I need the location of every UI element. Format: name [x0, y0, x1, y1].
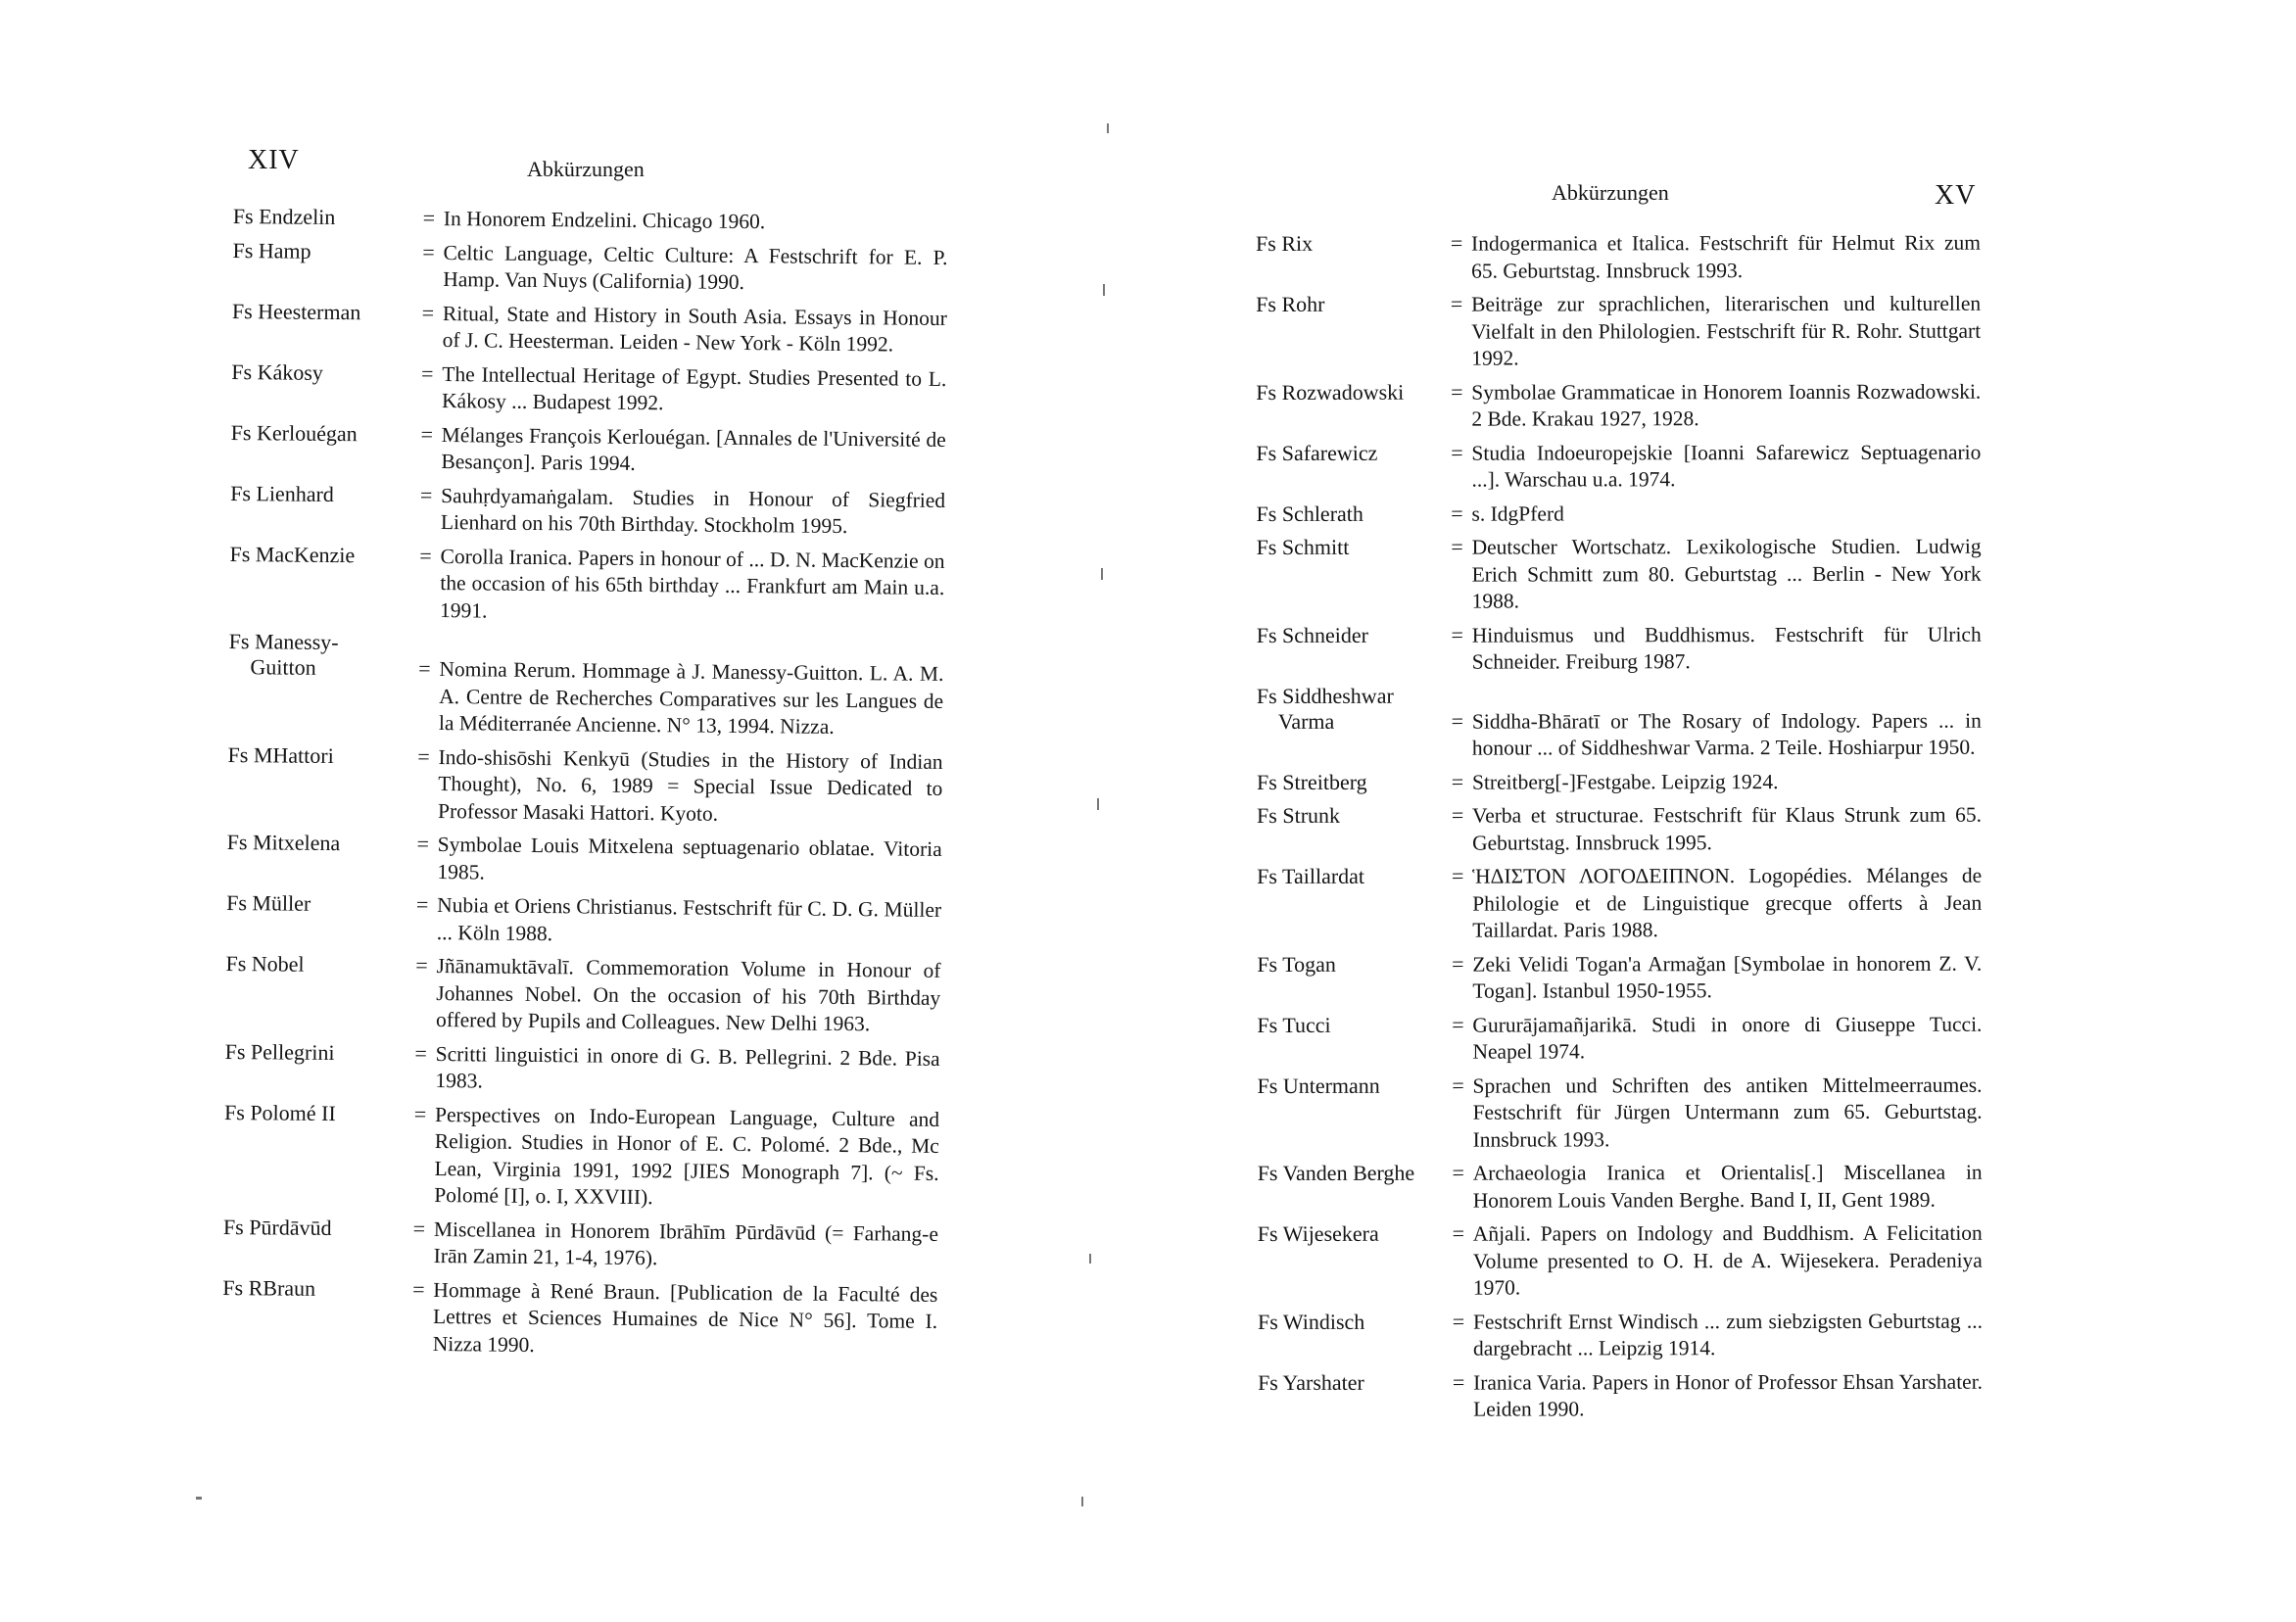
- abbreviation-entry: [1258, 1072, 1983, 1154]
- abbreviation-entry: [223, 1214, 938, 1274]
- entry-key: [1257, 683, 1443, 734]
- entry-key: Fs Kerlouégan: [230, 419, 358, 446]
- equals-sign: =: [1451, 708, 1464, 734]
- entry-key: Fs Müller: [226, 889, 311, 916]
- entry-key-line2: Guitton: [250, 654, 316, 680]
- entry-value: Añjali. Papers on Indology and Buddhism. A Felicitation Volume presented to O. H. de A. Wijesekera. Peradeniya 1970.: [1472, 1220, 1983, 1300]
- equals-sign: =: [1452, 951, 1464, 977]
- abbreviation-entry: [232, 298, 947, 358]
- entry-value: Hinduismus und Buddhismus. Festschrift für Ulrich Schneider. Freiburg 1987.: [1471, 622, 1982, 674]
- equals-sign: =: [1451, 622, 1463, 647]
- equals-sign: =: [1452, 1073, 1464, 1098]
- running-head: Abkürzungen: [1552, 180, 1669, 205]
- abbreviation-entry: [1258, 1308, 1983, 1362]
- equals-sign: =: [422, 205, 436, 230]
- entry-value: Nomina Rerum. Hommage à J. Manessy-Guitton. L. A. M. A. Centre de Recherches Comparatives sur les Langues de la Méditerranée Ancienne. N° 13, 1994. Nizza.: [438, 657, 944, 739]
- abbreviation-entry: [1257, 950, 1982, 1005]
- equals-sign: =: [418, 655, 431, 681]
- entry-value: Iranica Varia. Papers in Honor of Professor Ehsan Yarshater. Leiden 1990.: [1473, 1369, 1984, 1421]
- abbreviation-entry: [1256, 439, 1981, 494]
- entry-key: Fs Pellegrini: [224, 1038, 335, 1065]
- equals-sign: =: [1451, 501, 1463, 526]
- running-head: Abkürzungen: [527, 157, 645, 181]
- equals-sign: =: [422, 239, 435, 264]
- entry-key: Fs Polomé II: [223, 1099, 336, 1125]
- scan-mark: [1107, 123, 1109, 133]
- entry-value: Beiträge zur sprachlichen, literarischen und kulturellen Vielfalt in den Philologien. Festschrift für R. Rohr. Stuttgart 1992.: [1471, 291, 1982, 370]
- equals-sign: =: [1450, 291, 1463, 316]
- entry-key: Fs Hamp: [232, 237, 311, 263]
- entry-key: Fs Streitberg: [1256, 769, 1367, 794]
- right-page: [1148, 0, 2296, 1622]
- equals-sign: =: [414, 1040, 428, 1066]
- abbreviation-entry: [222, 1274, 938, 1362]
- scan-mark: [1103, 284, 1105, 296]
- abbreviation-entry: [1257, 621, 1982, 676]
- entry-value: Indogermanica et Italica. Festschrift für Helmut Rix zum 65. Geburtstag. Innsbruck 1993.: [1471, 230, 1982, 283]
- entry-key-line2: Varma: [1277, 708, 1335, 734]
- equals-sign: =: [1452, 1012, 1464, 1037]
- entry-value: In Honorem Endzelini. Chicago 1960.: [443, 207, 766, 234]
- entry-value: s. IdgPferd: [1471, 501, 1564, 526]
- entry-key: Fs Rohr: [1256, 291, 1325, 316]
- entry-key: Fs Vanden Berghe: [1257, 1160, 1415, 1185]
- abbreviation-entry: [232, 237, 947, 298]
- entry-value: Hommage à René Braun. [Publication de la Faculté des Lettres et Sciences Humaines de Nice N° 56]. Tome I. Nizza 1990.: [432, 1277, 938, 1357]
- page-number: XIV: [248, 145, 300, 175]
- equals-sign: =: [1452, 1309, 1465, 1334]
- entry-key: Fs Schneider: [1256, 622, 1369, 647]
- abbreviation-entry: [1258, 1160, 1983, 1215]
- equals-sign: =: [415, 891, 429, 917]
- scan-mark: [1089, 1254, 1091, 1264]
- entry-value: Nubia et Oriens Christianus. Festschrift für C. D. G. Müller ... Köln 1988.: [436, 893, 942, 945]
- equals-sign: =: [1451, 379, 1463, 405]
- equals-sign: =: [1451, 440, 1463, 465]
- entry-key: Fs Pūrdāvūd: [222, 1214, 332, 1240]
- entry-key: Fs Untermann: [1257, 1073, 1380, 1098]
- entry-value: Perspectives on Indo-European Language, Culture and Religion. Studies in Honor of E. C. Polomé. 2 Bde., Mc Lean, Virginia 1991, 1992 [JIES Monograph 7]. (~ Fs. Polomé [I], o. I, XXVIII).: [434, 1102, 940, 1210]
- scan-mark: [1101, 568, 1103, 580]
- equals-sign: =: [419, 482, 433, 507]
- equals-sign: =: [415, 952, 428, 978]
- abbreviation-entry: [230, 419, 945, 480]
- entry-value: Symbolae Grammaticae in Honorem Ioannis Rozwadowski. 2 Bde. Krakau 1927, 1928.: [1471, 379, 1982, 431]
- entry-value: Scritti linguistici in onore di G. B. Pellegrini. 2 Bde. Pisa 1983.: [435, 1041, 940, 1093]
- entry-value: Verba et structurae. Festschrift für Klaus Strunk zum 65. Geburtstag. Innsbruck 1995.: [1472, 802, 1983, 855]
- abbreviation-entry: [223, 1099, 939, 1214]
- equals-sign: =: [1452, 1160, 1464, 1185]
- equals-sign: =: [1450, 230, 1463, 256]
- equals-sign: =: [421, 300, 435, 325]
- entry-value: Celtic Language, Celtic Culture: A Festschrift for E. P. Hamp. Van Nuys (California) 1990.: [443, 240, 948, 295]
- equals-sign: =: [1451, 769, 1464, 794]
- abbreviation-entry: [1257, 768, 1982, 796]
- entry-value: Festschrift Ernst Windisch ... zum siebzigsten Geburtstag ... dargebracht ... Leipzig 1914.: [1472, 1309, 1983, 1360]
- abbreviation-list: [1256, 230, 1983, 1431]
- entry-value: The Intellectual Heritage of Egypt. Studies Presented to L. Kákosy ... Budapest 1992.: [441, 361, 947, 415]
- abbreviation-entry: [1256, 230, 1981, 285]
- page-number: XV: [1935, 180, 1977, 211]
- entry-key: Fs RBraun: [222, 1274, 316, 1301]
- equals-sign: =: [412, 1216, 426, 1241]
- equals-sign: =: [413, 1101, 427, 1126]
- abbreviation-entry: [231, 358, 946, 419]
- entry-value: Zeki Velidi Togan'a Armağan [Symbolae in honorem Z. V. Togan]. Istanbul 1950-1955.: [1472, 951, 1983, 1003]
- entry-value: Mélanges François Kerlouégan. [Annales de l'Université de Besançon]. Paris 1994.: [441, 422, 946, 475]
- equals-sign: =: [1451, 534, 1463, 559]
- abbreviation-entry: [226, 830, 941, 890]
- abbreviation-entry: [229, 541, 945, 629]
- abbreviation-entry: [1257, 863, 1982, 945]
- abbreviation-entry: [1256, 291, 1981, 373]
- entry-value: Sauhṛdyamaṅgalam. Studies in Honour of Siegfried Lienhard on his 70th Birthday. Stockholm 1995.: [440, 483, 946, 539]
- entry-key: Fs Taillardat: [1257, 863, 1365, 888]
- entry-key: Fs MacKenzie: [229, 541, 356, 567]
- abbreviation-entry: [227, 741, 943, 830]
- entry-key: [228, 629, 409, 682]
- abbreviation-entry: [1256, 500, 1981, 528]
- entry-value: Streitberg[-]Festgabe. Leipzig 1924.: [1471, 769, 1779, 794]
- entry-key-line1: Fs Manessy-: [228, 628, 339, 655]
- abbreviation-entry: [225, 951, 941, 1039]
- entry-key: Fs Schmitt: [1256, 534, 1350, 559]
- entry-value: Indo-shisōshi Kenkyū (Studies in the History of Indian Thought), No. 6, 1989 = Special Issue Dedicated to Professor Masaki Hattori. Kyoto.: [437, 744, 943, 826]
- equals-sign: =: [416, 831, 430, 856]
- equals-sign: =: [420, 421, 434, 447]
- entry-value: Gururājamañjarikā. Studi in onore di Giuseppe Tucci. Neapel 1974.: [1472, 1012, 1983, 1064]
- scan-mark: [1081, 1497, 1083, 1506]
- equals-sign: =: [412, 1276, 425, 1302]
- equals-sign: =: [417, 743, 430, 769]
- equals-sign: =: [1452, 1220, 1465, 1246]
- equals-sign: =: [1452, 1369, 1465, 1395]
- entry-key: Fs Rozwadowski: [1256, 379, 1405, 405]
- equals-sign: =: [1451, 863, 1464, 888]
- scan-mark: [196, 1497, 202, 1500]
- entry-value: Symbolae Louis Mitxelena septuagenario oblatae. Vitoria 1985.: [437, 833, 942, 883]
- entry-key-line1: Fs Siddheshwar: [1256, 683, 1394, 708]
- entry-value: ἩΔΙΣΤΟΝ ΛΟΓΟΔΕΙΠΝΟΝ. Logopédies. Mélanges de Philologie et de Linguistique grecque offerts à Jean Taillardat. Paris 1988.: [1472, 863, 1983, 942]
- entry-value: Studia Indoeuropejskie [Ioanni Safarewicz Septuagenario ...]. Warschau u.a. 1974.: [1471, 440, 1982, 492]
- entry-key: Fs Wijesekera: [1257, 1220, 1379, 1246]
- abbreviation-entry: [1258, 1368, 1983, 1423]
- abbreviation-entry: [1256, 378, 1981, 433]
- abbreviation-entry: [226, 890, 941, 951]
- equals-sign: =: [1451, 802, 1464, 828]
- entry-value: Miscellanea in Honorem Ibrāhīm Pūrdāvūd (= Farhang-e Irān Zamin 21, 1-4, 1976).: [433, 1216, 939, 1270]
- abbreviation-entry: [224, 1038, 939, 1099]
- equals-sign: =: [421, 360, 434, 386]
- entry-key: Fs Strunk: [1257, 802, 1341, 828]
- abbreviation-entry: [1257, 534, 1982, 616]
- entry-key: Fs Endzelin: [232, 204, 336, 230]
- entry-key: Fs Lienhard: [230, 480, 334, 506]
- entry-value: Siddha-Bhāratī or The Rosary of Indology. Papers ... in honour ... of Siddheshwar Varma. 2 Teile. Hoshiarpur 1950.: [1471, 708, 1982, 760]
- entry-value: Jñānamuktāvalī. Commemoration Volume in Honour of Johannes Nobel. On the occasion of his 70th Birthday offered by Pupils and Colleagues. New Delhi 1963.: [435, 954, 941, 1036]
- entry-key: Fs Schlerath: [1256, 501, 1363, 526]
- abbreviation-entry: [228, 629, 944, 742]
- entry-key: Fs MHattori: [227, 741, 334, 768]
- entry-key: Fs Mitxelena: [226, 829, 341, 856]
- abbreviation-list: [222, 204, 948, 1369]
- abbreviation-entry: [230, 480, 945, 541]
- entry-key: Fs Safarewicz: [1256, 440, 1378, 465]
- entry-value: Ritual, State and History in South Asia. Essays in Honour of J. C. Heesterman. Leiden - New York - Köln 1992.: [442, 301, 948, 357]
- entry-key: Fs Yarshater: [1258, 1369, 1364, 1395]
- entry-key: Fs Heesterman: [231, 298, 361, 324]
- entry-value: Corolla Iranica. Papers in honour of ... D. N. MacKenzie on the occasion of his 65th birthday ... Frankfurt am Main u.a. 1991.: [439, 544, 945, 623]
- entry-key: Fs Windisch: [1257, 1309, 1365, 1334]
- abbreviation-entry: [1257, 682, 1982, 762]
- entry-value: Archaeologia Iranica et Orientalis[.] Miscellanea in Honorem Louis Vanden Berghe. Band I, II, Gent 1989.: [1472, 1160, 1983, 1213]
- entry-key: Fs Nobel: [225, 950, 305, 977]
- entry-key: Fs Tucci: [1257, 1012, 1331, 1037]
- entry-value: Sprachen und Schriften des antiken Mittelmeerraumes. Festschrift für Jürgen Untermann zum 65. Geburtstag. Innsbruck 1993.: [1472, 1073, 1983, 1152]
- abbreviation-entry: [233, 204, 948, 238]
- abbreviation-entry: [1257, 802, 1982, 857]
- entry-key: Fs Rix: [1256, 230, 1314, 256]
- scan-mark: [1097, 798, 1099, 810]
- equals-sign: =: [419, 543, 432, 568]
- abbreviation-entry: [1257, 1011, 1982, 1066]
- entry-key: Fs Togan: [1257, 951, 1336, 977]
- entry-value: Deutscher Wortschatz. Lexikologische Studien. Ludwig Erich Schmitt zum 80. Geburtstag ... Berlin - New York 1988.: [1471, 534, 1982, 613]
- entry-key: Fs Kákosy: [231, 358, 323, 385]
- abbreviation-entry: [1258, 1220, 1983, 1303]
